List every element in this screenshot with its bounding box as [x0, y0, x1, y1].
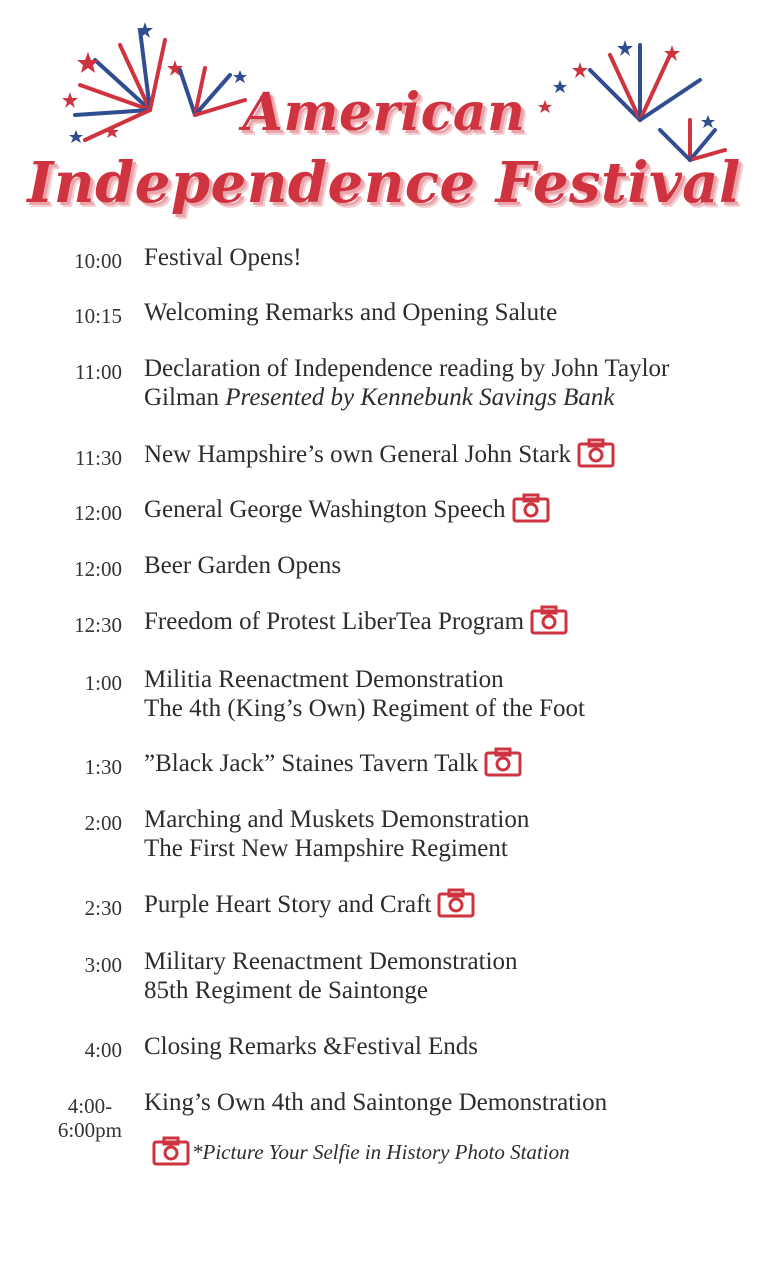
description-line-2: The 4th (King’s Own) Regiment of the Foot: [144, 695, 585, 722]
time-text: 2:30: [84, 896, 122, 920]
time-text: 11:30: [74, 446, 122, 470]
camera-icon: [484, 747, 522, 777]
schedule-time: [85, 953, 122, 977]
schedule-time: [74, 249, 122, 273]
schedule-time: [85, 671, 122, 695]
time-text: 10:15: [74, 304, 122, 328]
schedule-description: [144, 551, 759, 580]
description-line: Purple Heart Story and Craft: [144, 891, 432, 918]
schedule-time: [74, 501, 122, 525]
schedule-description: [144, 665, 759, 723]
description-line: Beer Garden Opens: [144, 552, 342, 579]
schedule-description: [144, 440, 759, 471]
description-line: Freedom of Protest LiberTea Program: [144, 608, 525, 635]
photo-station-text: *Picture Your Selfie in History Photo Station: [192, 1139, 570, 1164]
schedule-time: [74, 613, 122, 637]
time-text: 12:30: [74, 613, 122, 637]
schedule-description: [144, 1088, 759, 1117]
description-line: New Hampshire’s own General John Stark: [144, 441, 571, 468]
schedule-time: [75, 446, 122, 470]
description-line-2: Gilman: [144, 384, 226, 411]
schedule-description: [144, 298, 759, 327]
description-line: Declaration of Independence reading by John Taylor: [144, 355, 670, 382]
time-text: 2:00: [84, 811, 122, 835]
title-line-2: Independence Festival: [27, 150, 741, 216]
time-text: 1:30: [84, 755, 122, 779]
description-line-2: 85th Regiment de Saintonge: [144, 977, 428, 1004]
schedule-description: [144, 947, 759, 1005]
schedule-description: [144, 749, 759, 780]
description-line: Welcoming Remarks and Opening Salute: [144, 299, 558, 326]
schedule-time: [85, 1038, 122, 1062]
camera-icon: [512, 493, 550, 523]
description-line: ”Black Jack” Staines Tavern Talk: [144, 750, 479, 777]
schedule-time: [58, 1094, 122, 1142]
schedule-time: [74, 557, 122, 581]
time-text: 3:00: [84, 953, 122, 977]
time-text: 1:00: [84, 671, 122, 695]
description-line: General George Washington Speech: [144, 496, 506, 523]
description-line-2: The First New Hampshire Regiment: [144, 835, 508, 862]
description-line: Festival Opens!: [144, 244, 302, 271]
camera-icon: [577, 438, 615, 468]
schedule-description: [144, 607, 759, 638]
title-line-1: American: [242, 82, 526, 143]
schedule-time: [85, 755, 122, 779]
sponsor-note: Presented by Kennebunk Savings Bank: [225, 384, 615, 411]
schedule-description: [144, 354, 759, 412]
schedule-time: [85, 811, 122, 835]
schedule-time: [85, 896, 122, 920]
description-line: King’s Own 4th and Saintonge Demonstration: [144, 1089, 608, 1116]
camera-icon: [437, 888, 475, 918]
camera-icon: [530, 605, 568, 635]
description-line: Marching and Muskets Demonstration: [144, 806, 530, 833]
description-line: Militia Reenactment Demonstration: [144, 666, 504, 693]
camera-icon: [152, 1136, 190, 1166]
schedule-description: [144, 890, 759, 921]
time-text: 4:00-: [67, 1094, 113, 1118]
description-line: Military Reenactment Demonstration: [144, 948, 518, 975]
time-text: 12:00: [74, 557, 122, 581]
schedule-time: [75, 360, 122, 384]
schedule-description: [144, 1032, 759, 1061]
schedule-time: [74, 304, 122, 328]
photo-station-note: [152, 1139, 570, 1169]
time-text: 11:00: [74, 360, 122, 384]
schedule-description: [144, 805, 759, 863]
time-text: 10:00: [74, 249, 122, 273]
time-text-end: 6:00pm: [57, 1118, 122, 1142]
schedule-description: [144, 495, 759, 526]
schedule-description: [144, 243, 759, 272]
time-text: 4:00: [84, 1038, 122, 1062]
time-text: 12:00: [74, 501, 122, 525]
description-line: Closing Remarks &Festival Ends: [144, 1033, 479, 1060]
